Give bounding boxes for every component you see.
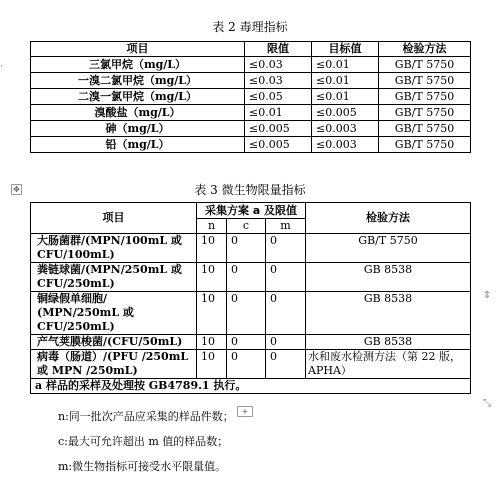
item-name-line: CFU/250mL) xyxy=(37,277,115,290)
column-header-method: 检验方法 xyxy=(379,42,471,57)
limit-m: 0 xyxy=(266,234,306,263)
target-value: ≤0.005 xyxy=(312,105,379,121)
limit-value: ≤0.03 xyxy=(245,73,312,89)
test-method: GB/T 5750 xyxy=(306,234,471,263)
item-name: 砷（mg/L） xyxy=(31,121,245,137)
allowed-exceed-c: 0 xyxy=(227,335,266,350)
limit-value: ≤0.005 xyxy=(245,137,312,153)
limit-m: 0 xyxy=(266,350,306,379)
test-method: GB/T 5750 xyxy=(379,137,471,153)
table-row xyxy=(31,121,471,137)
sample-count-n: 10 xyxy=(197,292,227,335)
column-header-item: 项目 xyxy=(31,42,245,57)
test-method: GB 8538 xyxy=(306,335,471,350)
test-method: GB 8538 xyxy=(306,263,471,292)
resize-icon[interactable]: ⤡ xyxy=(483,398,491,409)
resize-icon[interactable]: ⇕ xyxy=(483,290,492,301)
item-name-line: 铜绿假单细胞/ xyxy=(37,292,108,305)
table-row xyxy=(31,263,471,292)
table-row xyxy=(31,350,471,379)
table-row xyxy=(31,292,471,335)
item-name xyxy=(31,335,197,350)
limit-value: ≤0.03 xyxy=(245,57,312,73)
sample-count-n: 10 xyxy=(197,350,227,379)
limit-value: ≤0.01 xyxy=(245,105,312,121)
item-name-line: (MPN/250mL 或 xyxy=(37,306,134,319)
column-header-n: n xyxy=(197,219,227,234)
toxicology-table xyxy=(30,41,471,153)
allowed-exceed-c: 0 xyxy=(227,350,266,379)
move-handle-icon[interactable]: ✥ xyxy=(11,184,22,195)
target-value: ≤0.01 xyxy=(312,73,379,89)
target-value: ≤0.01 xyxy=(312,57,379,73)
item-name-line: 产气荚膜梭菌/(CFU/50mL) xyxy=(37,335,183,348)
table-row xyxy=(31,335,471,350)
target-value: ≤0.003 xyxy=(312,137,379,153)
item-name: 二溴一氯甲烷（mg/L） xyxy=(31,89,245,105)
margin-marker: · xyxy=(0,62,3,72)
column-header-limit: 限值 xyxy=(245,42,312,57)
table2-caption: 表 2 毒理指标 xyxy=(212,20,288,34)
table-row xyxy=(31,105,471,121)
test-method: GB/T 5750 xyxy=(379,121,471,137)
table-footnote: a 样品的采样及处理按 GB4789.1 执行。 xyxy=(31,379,471,394)
item-name xyxy=(31,292,197,335)
column-header-c: c xyxy=(227,219,266,234)
sample-count-n: 10 xyxy=(197,335,227,350)
limit-value: ≤0.05 xyxy=(245,89,312,105)
item-name-line: 或 MPN /250mL) xyxy=(37,364,138,377)
allowed-exceed-c: 0 xyxy=(227,263,266,292)
microbial-table xyxy=(30,202,471,394)
item-name-line: 病毒（肠道）/(PFU /250mL xyxy=(37,350,189,363)
note-c: c:最大可允许超出 m 值的样品数； xyxy=(58,435,229,448)
note-m: m:微生物指标可接受水平限量值。 xyxy=(58,460,227,473)
limit-value: ≤0.005 xyxy=(245,121,312,137)
test-method: GB/T 5750 xyxy=(379,57,471,73)
item-name-line: CFU/250mL) xyxy=(37,320,115,333)
table-row xyxy=(31,73,471,89)
item-name-line: 大肠菌群/(MPN/100mL 或 xyxy=(37,234,182,247)
table3-caption: 表 3 微生物限量指标 xyxy=(194,183,306,197)
test-method: GB/T 5750 xyxy=(379,89,471,105)
limit-m: 0 xyxy=(266,292,306,335)
limit-m: 0 xyxy=(266,263,306,292)
allowed-exceed-c: 0 xyxy=(227,292,266,335)
item-name xyxy=(31,350,197,379)
table-row xyxy=(31,89,471,105)
table-row xyxy=(31,137,471,153)
note-n: n:同一批次产品应采集的样品件数； xyxy=(58,410,234,423)
column-header-m: m xyxy=(266,219,306,234)
item-name xyxy=(31,234,197,263)
target-value: ≤0.01 xyxy=(312,89,379,105)
test-method: GB/T 5750 xyxy=(379,105,471,121)
target-value: ≤0.003 xyxy=(312,121,379,137)
allowed-exceed-c: 0 xyxy=(227,234,266,263)
plus-icon[interactable]: + xyxy=(237,406,253,417)
sample-count-n: 10 xyxy=(197,234,227,263)
item-name: 溴酸盐（mg/L） xyxy=(31,105,245,121)
sample-count-n: 10 xyxy=(197,263,227,292)
item-name: 三氯甲烷（mg/L） xyxy=(31,57,245,73)
test-method: GB 8538 xyxy=(306,292,471,335)
column-header-target: 目标值 xyxy=(312,42,379,57)
column-header-method: 检验方法 xyxy=(306,203,471,234)
column-header-plan: 采集方案 a 及限值 xyxy=(197,203,306,219)
item-name xyxy=(31,263,197,292)
test-method: GB/T 5750 xyxy=(379,73,471,89)
column-header-item: 项目 xyxy=(31,203,197,234)
limit-m: 0 xyxy=(266,335,306,350)
item-name-line: 粪链球菌/(MPN/250mL 或 xyxy=(37,263,182,276)
table-row xyxy=(31,234,471,263)
table-row xyxy=(31,57,471,73)
test-method: 水和废水检测方法（第 22 版，APHA） xyxy=(306,350,471,379)
item-name-line: CFU/100mL) xyxy=(37,248,115,261)
item-name: 铅（mg/L） xyxy=(31,137,245,153)
item-name: 一溴二氯甲烷（mg/L） xyxy=(31,73,245,89)
